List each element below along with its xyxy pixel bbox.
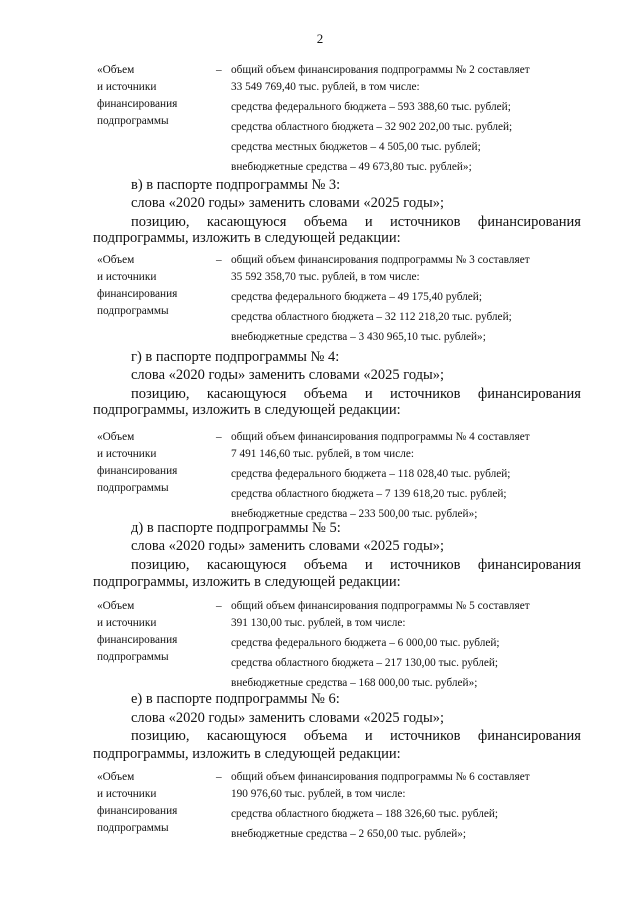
section-position-cont-d: подпрограммы, изложить в следующей редакции: [93,574,401,590]
block-content: общий объем финансирования подпрограммы № 2 составляет 33 549 769,40 тыс. рублей, в том числе: средства федерального бюджета – 593 388,60 тыс. рублей; средства областного бюджета – 32 902 202,00 тыс. рублей; средства местных бюджетов – 4 505,00 тыс. рублей; внебюджетные средства – 49 673,80 тыс. рублей»; [231,64,530,173]
section-heading-d: д) в паспорте подпрограммы № 5: [131,520,341,536]
section-position-d: позицию, касающуюся объема и источников финансирования [131,557,581,573]
block-content: общий объем финансирования подпрограммы № 6 составляет 190 976,60 тыс. рублей, в том числе: средства областного бюджета – 188 326,60 тыс. рублей; внебюджетные средства – 2 650,00 тыс. рублей»; [231,771,530,840]
section-replace-v: слова «2020 годы» заменить словами «2025 годы»; [131,195,445,211]
block-dash: – [216,254,222,266]
section-position-cont-g: подпрограммы, изложить в следующей редакции: [93,402,401,418]
block-dash: – [216,600,222,612]
block-label: «Объем и источники финансирования подпрограммы [97,771,178,834]
page-number: 2 [316,31,324,46]
section-position-e: позицию, касающуюся объема и источников финансирования [131,728,581,744]
section-replace-e: слова «2020 годы» заменить словами «2025 годы»; [131,710,445,726]
block-label: «Объем и источники финансирования подпрограммы [97,431,178,494]
block-label: «Объем и источники финансирования подпрограммы [97,600,178,663]
block-dash: – [216,64,222,76]
section-heading-g: г) в паспорте подпрограммы № 4: [131,349,340,365]
section-position-cont-e: подпрограммы, изложить в следующей редакции: [93,746,401,762]
block-label: «Объем и источники финансирования подпрограммы [97,64,178,127]
block-dash: – [216,771,222,783]
section-replace-d: слова «2020 годы» заменить словами «2025 годы»; [131,538,445,554]
section-position-v: позицию, касающуюся объема и источников финансирования [131,214,581,230]
section-replace-g: слова «2020 годы» заменить словами «2025 годы»; [131,367,445,383]
block-content: общий объем финансирования подпрограммы № 3 составляет 35 592 358,70 тыс. рублей, в том числе: средства федерального бюджета – 49 175,40 рублей; средства областного бюджета – 32 112 218,20 тыс. рублей; внебюджетные средства – 3 430 965,10 тыс. рублей»; [231,254,530,343]
block-content: общий объем финансирования подпрограммы № 4 составляет 7 491 146,60 тыс. рублей, в том числе: средства федерального бюджета – 118 028,40 тыс. рублей; средства областного бюджета – 7 139 618,20 тыс. рублей; внебюджетные средства – 233 500,00 тыс. рублей»; [231,431,530,520]
section-position-cont-v: подпрограммы, изложить в следующей редакции: [93,230,401,246]
section-heading-v: в) в паспорте подпрограммы № 3: [131,177,341,193]
block-dash: – [216,431,222,443]
block-label: «Объем и источники финансирования подпрограммы [97,254,178,317]
section-heading-e: е) в паспорте подпрограммы № 6: [131,691,340,707]
block-content: общий объем финансирования подпрограммы № 5 составляет 391 130,00 тыс. рублей, в том числе: средства федерального бюджета – 6 000,00 тыс. рублей; средства областного бюджета – 217 130,00 тыс. рублей; внебюджетные средства – 168 000,00 тыс. рублей»; [231,600,530,689]
section-position-g: позицию, касающуюся объема и источников финансирования [131,386,581,402]
